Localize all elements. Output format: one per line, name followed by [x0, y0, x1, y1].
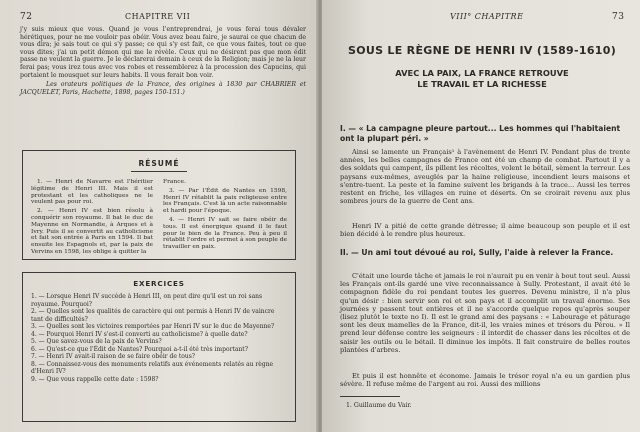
quote-text: j'y suis mieux que vous. Quand je vous l'entreprendrai, je vous ferai tous dévaler hérétiques, pour ne me vouloir pas obéir. Vous avez beau faire, je saurai ce que chacun de vous dira; je sais tout ce qui s'y passe; ce qui s'y est fait, ce que vous faites, tout ce que vous dites; j'ai un petit démon qui me le révèle. Ceux qui ne désirent pas que mon édit passe ne veulent la guerre. Je le déclarerai demain à ceux de la Religion; mais je ne la leur ferai pas; vous irez tous avec vos robes et ressemblerez à la procession des Capucins, qui portaient le mousquet sur leurs habits. Il vous ferait bon voir.	[20, 26, 306, 79]
footnote-rule	[340, 396, 400, 397]
exercise-item: 8. — Connaissez-vous des monuments relatifs aux événements relatés au règne d'Henri IV?	[31, 360, 274, 375]
left-page	[0, 0, 318, 432]
exercise-item: 7. — Henri IV avait-il raison de se faire obéir de tous?	[31, 353, 196, 360]
resume-item: 3. — Par l'Édit de Nantes en 1598, Henri IV rétablit la paix religieuse entre les Français. C'est là un acte raisonnable et hardi pour l'époque.	[163, 187, 287, 215]
exercices-list	[31, 293, 287, 383]
footnote: 1. Guillaume du Vair.	[346, 402, 412, 409]
right-page-number: 73	[612, 12, 625, 22]
exercise-item: 2. — Quelles sont les qualités de caractère qui ont permis à Henri IV de vaincre tant de difficultés?	[31, 308, 275, 323]
exercise-item: 1. — Lorsque Henri IV succède à Henri III, on peut dire qu'il est un roi sans royaume. Pourquoi?	[31, 293, 263, 308]
resume-column-2	[163, 179, 287, 251]
citation: Les orateurs politiques de la France, des origines à 1830 par CHABRIER et JACQUELET, Paris, Hachette, 1898, pages 150-151.)	[20, 81, 306, 96]
section-1-body: Ainsi se lamente un Français¹ à l'avènement de Henri IV. Pendant plus de trente années, les belles campagnes de France ont été un champ de combat. Partout il y a des soldats qui campent, ils pillent les récoltes, volent le bétail, sèment la terreur. Les paysans eux-mêmes, aveuglés par la haine religieuse, incendient leurs maisons et s'entre-tuent. La peste et la famine suivent les brigands à la trace... Aussi les terres restent en friche, les villages en ruine et déserts. On se croirait revenu aux plus sombres jours de la guerre de Cent ans.	[340, 148, 630, 206]
section-1-end: Henri IV a pitié de cette grande détresse; il aime beaucoup son peuple et il est bien décidé à le rendre plus heureux.	[340, 222, 630, 239]
right-page	[322, 0, 640, 432]
right-running-head: VIII° CHAPITRE	[450, 12, 524, 21]
exercise-item: 4. — Pourquoi Henri IV s'est-il converti au catholicisme? à quelle date?	[31, 330, 248, 338]
chapter-subtitle-2: LE TRAVAIL ET LA RICHESSE	[417, 79, 547, 89]
resume-title-rule	[131, 171, 187, 172]
chapter-subtitle-1: AVEC LA PAIX, LA FRANCE RETROUVE	[395, 68, 569, 78]
exercices-box	[22, 272, 296, 422]
exercise-item: 5. — Que savez-vous de la paix de Vervins?	[31, 338, 162, 345]
chapter-title: SOUS LE RÈGNE DE HENRI IV (1589-1610)	[347, 44, 617, 57]
resume-title: RÉSUMÉ	[138, 159, 180, 168]
exercise-item: 3. — Quelles sont les victoires remportées par Henri IV sur le duc de Mayenne?	[31, 323, 275, 330]
resume-box	[22, 150, 296, 260]
resume-item: 2. — Henri IV est bien résolu à conquérir son royaume. Il bat le duc de Mayenne en Normandie, à Arques et à Ivry. Puis il se convertit au catholicisme et fait son entrée à Paris en 1594. Il bat ensuite les Espagnols et, par la paix de Vervins en 1598, les oblige à quitter la	[31, 208, 153, 255]
resume-item: 1. — Henri de Navarre est l'héritier légitime de Henri III. Mais il est protestant et les catholiques ne le veulent pas pour roi.	[31, 179, 153, 206]
left-page-number: 72	[20, 12, 33, 22]
exercise-item: 6. — Qu'est-ce que l'Édit de Nantes? Pourquoi a-t-il été très important?	[31, 345, 248, 353]
quote-block	[20, 26, 306, 96]
left-running-head: CHAPITRE VII	[125, 12, 191, 21]
resume-column-1	[31, 179, 153, 256]
resume-item: France.	[163, 179, 186, 185]
section-2-heading: II. — Un ami tout dévoué au roi, Sully, l'aide à relever la France.	[340, 248, 614, 257]
section-2-body: C'était une lourde tâche et jamais le roi n'aurait pu en venir à bout tout seul. Aussi les Français ont-ils gardé une vive reconnaissance à Sully. Protestant, il avait été le compagnon fidèle du roi pendant toutes les guerres. Devenu ministre, il n'a plus qu'un désir : bien servir son roi et son pays et il accomplit un travail énorme. Ses journées y passent tout entières et il ne s'accorde quelque repos qu'après souper (lisez plutôt le texte no I). Il est le grand ami des paysans : « Labourage et pâturage sont les deux mamelles de la France, dit-il, les vraies mines et trésors du Pérou. » Il prend leur défense contre les seigneurs : il interdit de chasser dans les récoltes et de saisir les outils ou le bétail. Il diminue les impôts. Il fait construire de belles routes plantées d'arbres.	[340, 272, 630, 354]
exercices-title: EXERCICES	[133, 279, 185, 288]
section-2-end: Et puis il est honnête et économe. Jamais le trésor royal n'a eu un gardien plus sévère. Il refuse même de l'argent au roi. Aussi des millions	[340, 372, 630, 389]
resume-item: 4. — Henri IV sait se faire obéir de tous. Il est énergique quand il le faut pour le bien de la France. Peu à peu il rétablit l'ordre et permet à son peuple de travailler en paix.	[163, 216, 287, 251]
section-1-heading: I. — « La campagne pleure partout... Les hommes qui l'habitaient ont la plupart péri. »	[340, 124, 621, 143]
exercise-item: 9. — Que vous rappelle cette date : 1598?	[31, 375, 159, 383]
